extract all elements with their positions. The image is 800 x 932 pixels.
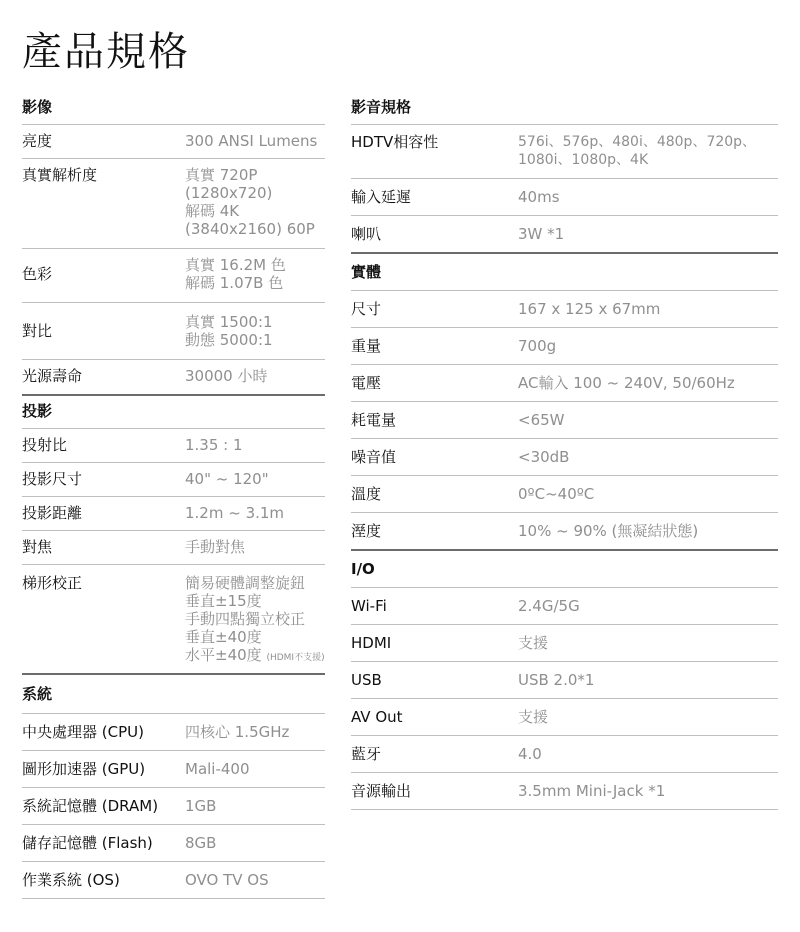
spec-row-wifi bbox=[351, 587, 778, 624]
spec-label: 溫度 bbox=[351, 485, 382, 503]
spec-value: 四核心 1.5GHz bbox=[185, 723, 290, 741]
spec-label: 噪音值 bbox=[351, 448, 397, 466]
spec-label: HDMI bbox=[351, 634, 392, 652]
spec-label: 作業系統 (OS) bbox=[22, 871, 120, 889]
spec-row-temperature bbox=[351, 475, 778, 512]
spec-value: <65W bbox=[518, 411, 565, 429]
spec-label: AV Out bbox=[351, 708, 403, 726]
spec-value bbox=[518, 133, 778, 169]
spec-value-line bbox=[185, 646, 325, 667]
spec-value bbox=[185, 574, 325, 667]
spec-value-line: 垂直±15度 bbox=[185, 592, 262, 610]
spec-value: 40ms bbox=[518, 188, 560, 206]
spec-row-voltage bbox=[351, 364, 778, 401]
spec-value: 30000 小時 bbox=[185, 367, 268, 385]
spec-label: USB bbox=[351, 671, 382, 689]
spec-value: 3.5mm Mini-Jack *1 bbox=[518, 782, 666, 800]
spec-row-ram bbox=[22, 787, 325, 824]
spec-value-line: 垂直±40度 bbox=[185, 628, 262, 646]
spec-value-line: 576i、576p、480i、480p、720p、 bbox=[518, 134, 757, 150]
spec-value: 1GB bbox=[185, 797, 217, 815]
spec-row-os bbox=[22, 861, 325, 899]
spec-value: 40" ~ 120" bbox=[185, 470, 269, 488]
spec-label: Wi-Fi bbox=[351, 597, 387, 615]
spec-row-throw-ratio bbox=[22, 428, 325, 462]
section-imaging-heading: 影像 bbox=[22, 98, 53, 116]
spec-label: 音源輸出 bbox=[351, 782, 412, 800]
section-io-heading: I/O bbox=[351, 560, 375, 578]
spec-row-hdtv bbox=[351, 124, 778, 178]
spec-row-gpu bbox=[22, 750, 325, 787]
spec-label: 耗電量 bbox=[351, 411, 397, 429]
spec-row-cpu bbox=[22, 713, 325, 750]
spec-row-color bbox=[22, 248, 325, 302]
spec-value-line: 手動四點獨立校正 bbox=[185, 610, 306, 628]
spec-label: 梯形校正 bbox=[22, 574, 83, 592]
spec-value bbox=[185, 256, 325, 292]
spec-value: AC輸入 100 ~ 240V, 50/60Hz bbox=[518, 374, 735, 392]
spec-value: 2.4G/5G bbox=[518, 597, 580, 615]
spec-row-usb bbox=[351, 661, 778, 698]
spec-value-line: 解碼 4K bbox=[185, 202, 240, 220]
spec-value: 10% ~ 90% (無凝結狀態) bbox=[518, 522, 699, 540]
spec-value-line: 真實 1500:1 bbox=[185, 313, 273, 331]
spec-label: 光源壽命 bbox=[22, 367, 83, 385]
spec-value: 支援 bbox=[518, 708, 549, 726]
spec-label: 對比 bbox=[22, 322, 53, 340]
spec-row-projection-distance bbox=[22, 496, 325, 530]
right-spec-column bbox=[351, 92, 778, 810]
hdmi-note: (HDMI不支援) bbox=[266, 653, 325, 663]
spec-value-line: 簡易硬體調整旋鈕 bbox=[185, 574, 306, 592]
section-av-heading: 影音規格 bbox=[351, 98, 412, 116]
spec-label: 投影距離 bbox=[22, 504, 83, 522]
spec-row-power bbox=[351, 401, 778, 438]
spec-value-line: (3840x2160) 60P bbox=[185, 220, 315, 238]
page-title: 產品規格 bbox=[22, 29, 190, 75]
spec-label: 藍牙 bbox=[351, 745, 382, 763]
spec-label: 中央處理器 (CPU) bbox=[22, 723, 144, 741]
spec-label: 喇叭 bbox=[351, 225, 382, 243]
spec-value: Mali-400 bbox=[185, 760, 250, 778]
spec-value: 1.2m ~ 3.1m bbox=[185, 504, 285, 522]
spec-row-flash bbox=[22, 824, 325, 861]
spec-row-hdmi bbox=[351, 624, 778, 661]
spec-row-contrast bbox=[22, 302, 325, 359]
spec-label: 電壓 bbox=[351, 374, 382, 392]
spec-label: HDTV相容性 bbox=[351, 133, 439, 151]
spec-label: 色彩 bbox=[22, 265, 53, 283]
spec-label: 對焦 bbox=[22, 538, 53, 556]
spec-row-bluetooth bbox=[351, 735, 778, 772]
spec-value-line: (1280x720) bbox=[185, 184, 273, 202]
spec-label: 溼度 bbox=[351, 522, 382, 540]
spec-row-input-latency bbox=[351, 178, 778, 215]
spec-value bbox=[185, 166, 325, 238]
spec-row-noise bbox=[351, 438, 778, 475]
spec-label: 系統記憶體 (DRAM) bbox=[22, 797, 159, 815]
spec-label: 尺寸 bbox=[351, 300, 382, 318]
spec-row-av-out bbox=[351, 698, 778, 735]
section-physical-heading: 實體 bbox=[351, 263, 382, 281]
spec-label: 圖形加速器 (GPU) bbox=[22, 760, 146, 778]
section-projection-heading: 投影 bbox=[22, 402, 53, 420]
spec-value-line: 真實 720P bbox=[185, 166, 258, 184]
section-system-heading: 系統 bbox=[22, 685, 53, 703]
spec-value: 167 x 125 x 67mm bbox=[518, 300, 661, 318]
spec-value: 300 ANSI Lumens bbox=[185, 132, 318, 150]
spec-row-lamp-life bbox=[22, 359, 325, 394]
spec-value-text: 水平±40度 bbox=[185, 646, 262, 664]
spec-row-weight bbox=[351, 327, 778, 364]
spec-label: 真實解析度 bbox=[22, 166, 98, 184]
spec-value-line: 真實 16.2M 色 bbox=[185, 256, 286, 274]
spec-row-focus bbox=[22, 530, 325, 564]
spec-value bbox=[185, 313, 325, 349]
spec-label: 投射比 bbox=[22, 436, 68, 454]
spec-value: USB 2.0*1 bbox=[518, 671, 595, 689]
spec-row-humidity bbox=[351, 512, 778, 549]
spec-row-brightness bbox=[22, 124, 325, 158]
spec-value: 8GB bbox=[185, 834, 217, 852]
spec-row-projection-size bbox=[22, 462, 325, 496]
spec-value: OVO TV OS bbox=[185, 871, 269, 889]
spec-value: 支援 bbox=[518, 634, 549, 652]
spec-row-speaker bbox=[351, 215, 778, 252]
spec-value: 700g bbox=[518, 337, 557, 355]
spec-label: 亮度 bbox=[22, 132, 53, 150]
spec-value: 3W *1 bbox=[518, 225, 565, 243]
spec-value-line: 1080i、1080p、4K bbox=[518, 152, 649, 168]
spec-label: 投影尺寸 bbox=[22, 470, 83, 488]
spec-row-resolution bbox=[22, 158, 325, 248]
spec-value: 0ºC~40ºC bbox=[518, 485, 595, 503]
spec-value: 4.0 bbox=[518, 745, 542, 763]
spec-row-keystone bbox=[22, 564, 325, 673]
spec-value-line: 解碼 1.07B 色 bbox=[185, 274, 284, 292]
spec-label: 輸入延遲 bbox=[351, 188, 412, 206]
spec-label: 儲存記憶體 (Flash) bbox=[22, 834, 153, 852]
spec-value: 手動對焦 bbox=[185, 538, 246, 556]
spec-row-dimension bbox=[351, 290, 778, 327]
left-spec-column bbox=[22, 92, 325, 899]
spec-value-line: 動態 5000:1 bbox=[185, 331, 273, 349]
spec-value: <30dB bbox=[518, 448, 570, 466]
spec-label: 重量 bbox=[351, 337, 382, 355]
spec-row-audio-out bbox=[351, 772, 778, 810]
spec-value: 1.35 : 1 bbox=[185, 436, 243, 454]
